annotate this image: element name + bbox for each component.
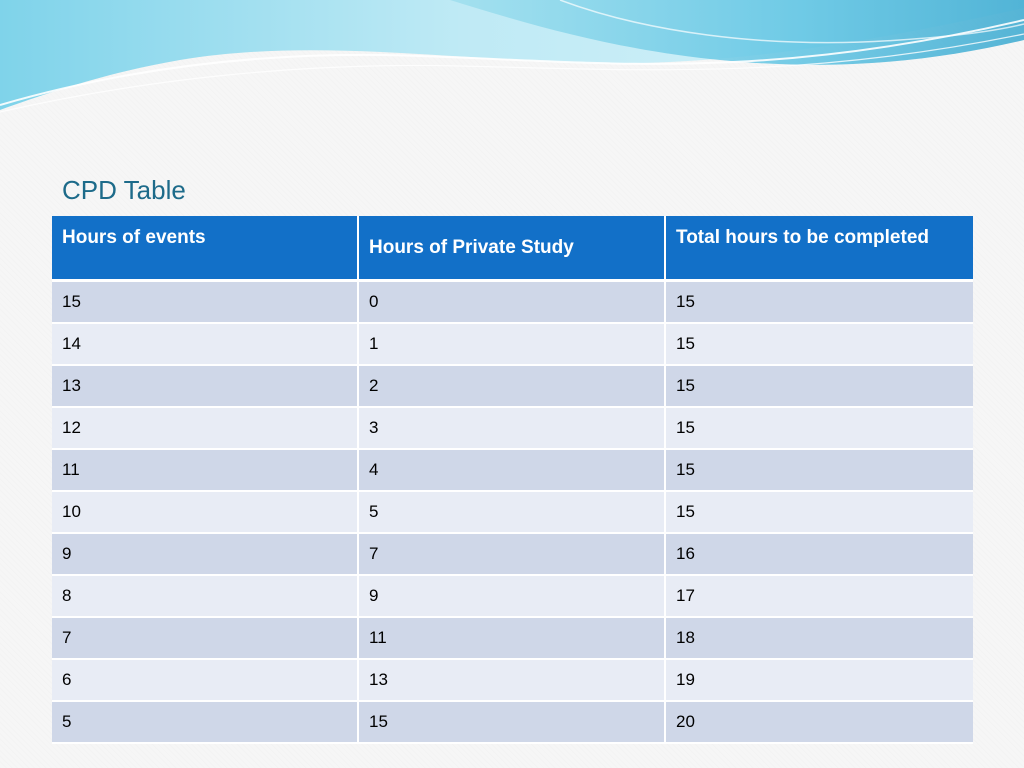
- cell-hours-of-private-study: 5: [358, 491, 665, 533]
- cell-hours-of-events: 5: [52, 701, 358, 743]
- cell-total-hours: 15: [665, 323, 973, 365]
- table-header-row: [52, 216, 973, 281]
- cell-hours-of-private-study: 9: [358, 575, 665, 617]
- table-row: [52, 323, 973, 365]
- cell-hours-of-private-study: 11: [358, 617, 665, 659]
- cell-total-hours: 17: [665, 575, 973, 617]
- cell-hours-of-events: 10: [52, 491, 358, 533]
- table-row: [52, 659, 973, 701]
- table-row: [52, 491, 973, 533]
- cell-total-hours: 18: [665, 617, 973, 659]
- slide-title: CPD Table: [62, 175, 186, 205]
- cell-hours-of-events: 14: [52, 323, 358, 365]
- cell-hours-of-private-study: 15: [358, 701, 665, 743]
- cell-hours-of-events: 8: [52, 575, 358, 617]
- cell-hours-of-private-study: 7: [358, 533, 665, 575]
- cell-hours-of-events: 13: [52, 365, 358, 407]
- cell-total-hours: 15: [665, 449, 973, 491]
- cell-total-hours: 15: [665, 281, 973, 324]
- cell-hours-of-events: 15: [52, 281, 358, 324]
- cell-hours-of-events: 6: [52, 659, 358, 701]
- table-row: [52, 407, 973, 449]
- header-hours-of-private-study: Hours of Private Study: [358, 216, 665, 281]
- cell-total-hours: 19: [665, 659, 973, 701]
- header-hours-of-events: Hours of events: [52, 216, 358, 281]
- table-row: [52, 617, 973, 659]
- table-row: [52, 701, 973, 743]
- cell-hours-of-private-study: 13: [358, 659, 665, 701]
- cell-hours-of-private-study: 1: [358, 323, 665, 365]
- cell-hours-of-private-study: 3: [358, 407, 665, 449]
- table-row: [52, 575, 973, 617]
- cell-hours-of-events: 7: [52, 617, 358, 659]
- cell-hours-of-private-study: 4: [358, 449, 665, 491]
- cell-hours-of-events: 12: [52, 407, 358, 449]
- cell-total-hours: 15: [665, 491, 973, 533]
- table-row: [52, 281, 973, 324]
- cell-total-hours: 15: [665, 407, 973, 449]
- cell-total-hours: 15: [665, 365, 973, 407]
- table-row: [52, 533, 973, 575]
- cell-hours-of-events: 11: [52, 449, 358, 491]
- cell-hours-of-events: 9: [52, 533, 358, 575]
- cell-total-hours: 20: [665, 701, 973, 743]
- header-total-hours: Total hours to be completed: [665, 216, 973, 281]
- cell-hours-of-private-study: 0: [358, 281, 665, 324]
- cell-total-hours: 16: [665, 533, 973, 575]
- cpd-table: [52, 216, 973, 744]
- table-row: [52, 449, 973, 491]
- decorative-wave-banner: [0, 0, 1024, 130]
- cell-hours-of-private-study: 2: [358, 365, 665, 407]
- table-row: [52, 365, 973, 407]
